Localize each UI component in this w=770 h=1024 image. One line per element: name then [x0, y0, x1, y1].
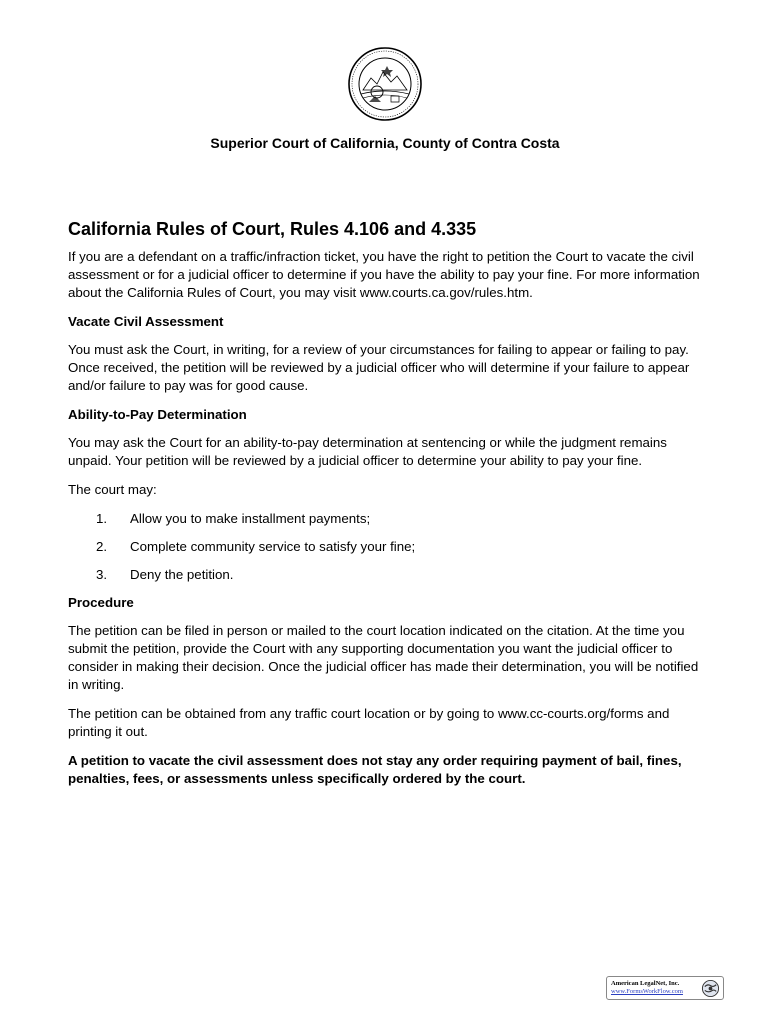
list-item [68, 510, 708, 528]
procedure-body: The petition can be filed in person or mailed to the court location indicated on the citation. At the time you submit the petition, provide the Court with any supporting documentation you want the judicial officer to consider in making their decision. Once the judicial officer has made their determination, you will be notified in writing. [68, 623, 699, 692]
publisher-badge [606, 976, 724, 1000]
list-item-text: Complete community service to satisfy your fine; [130, 539, 416, 554]
vacate-civil-assessment-heading: Vacate Civil Assessment [68, 314, 224, 329]
court-name: Superior Court of California, County of Contra Costa [210, 135, 560, 151]
publisher-name: American LegalNet, Inc. [611, 980, 680, 987]
document-title: California Rules of Court, Rules 4.106 and 4.335 [68, 219, 477, 239]
warning-paragraph: A petition to vacate the civil assessment does not stay any order requiring payment of bail, fines, penalties, fees, or assessments unless specifically ordered by the court. [68, 753, 682, 786]
ability-to-pay-heading: Ability-to-Pay Determination [68, 407, 247, 422]
list-item-text: Deny the petition. [130, 567, 234, 582]
state-seal-icon [347, 46, 423, 122]
list-item-number: 3. [96, 567, 108, 582]
procedure-forms-paragraph: The petition can be obtained from any traffic court location or by going to www.cc-courts.org/forms and printing it out. [68, 706, 670, 739]
intro-paragraph: If you are a defendant on a traffic/infraction ticket, you have the right to petition the Court to vacate the civil assessment or for a judicial officer to determine if you have the ability to pay your fine. For more information about the California Rules of Court, you may visit www.courts.ca.gov/rules.htm. [68, 249, 700, 300]
procedure-heading: Procedure [68, 595, 134, 610]
publisher-website-link[interactable]: www.FormsWorkFlow.com [611, 988, 683, 995]
list-item-number: 2. [96, 539, 108, 554]
list-item [68, 538, 708, 556]
list-item [68, 566, 708, 584]
list-item-text: Allow you to make installment payments; [130, 511, 371, 526]
list-item-number: 1. [96, 511, 108, 526]
court-options-list [68, 510, 708, 584]
document-body [68, 218, 708, 799]
ability-to-pay-body: You may ask the Court for an ability-to-pay determination at sentencing or while the judgment remains unpaid. Your petition will be reviewed by a judicial officer to determine your ability to pay your fine. [68, 435, 667, 468]
court-may-label: The court may: [68, 482, 157, 497]
vacate-civil-assessment-body: You must ask the Court, in writing, for a review of your circumstances for failing to appear or failing to pay. Once received, the petition will be reviewed by a judicial officer who will determine if your failure to appear and/or failure to pay was for good cause. [68, 342, 690, 393]
globe-logo-icon [701, 979, 720, 998]
